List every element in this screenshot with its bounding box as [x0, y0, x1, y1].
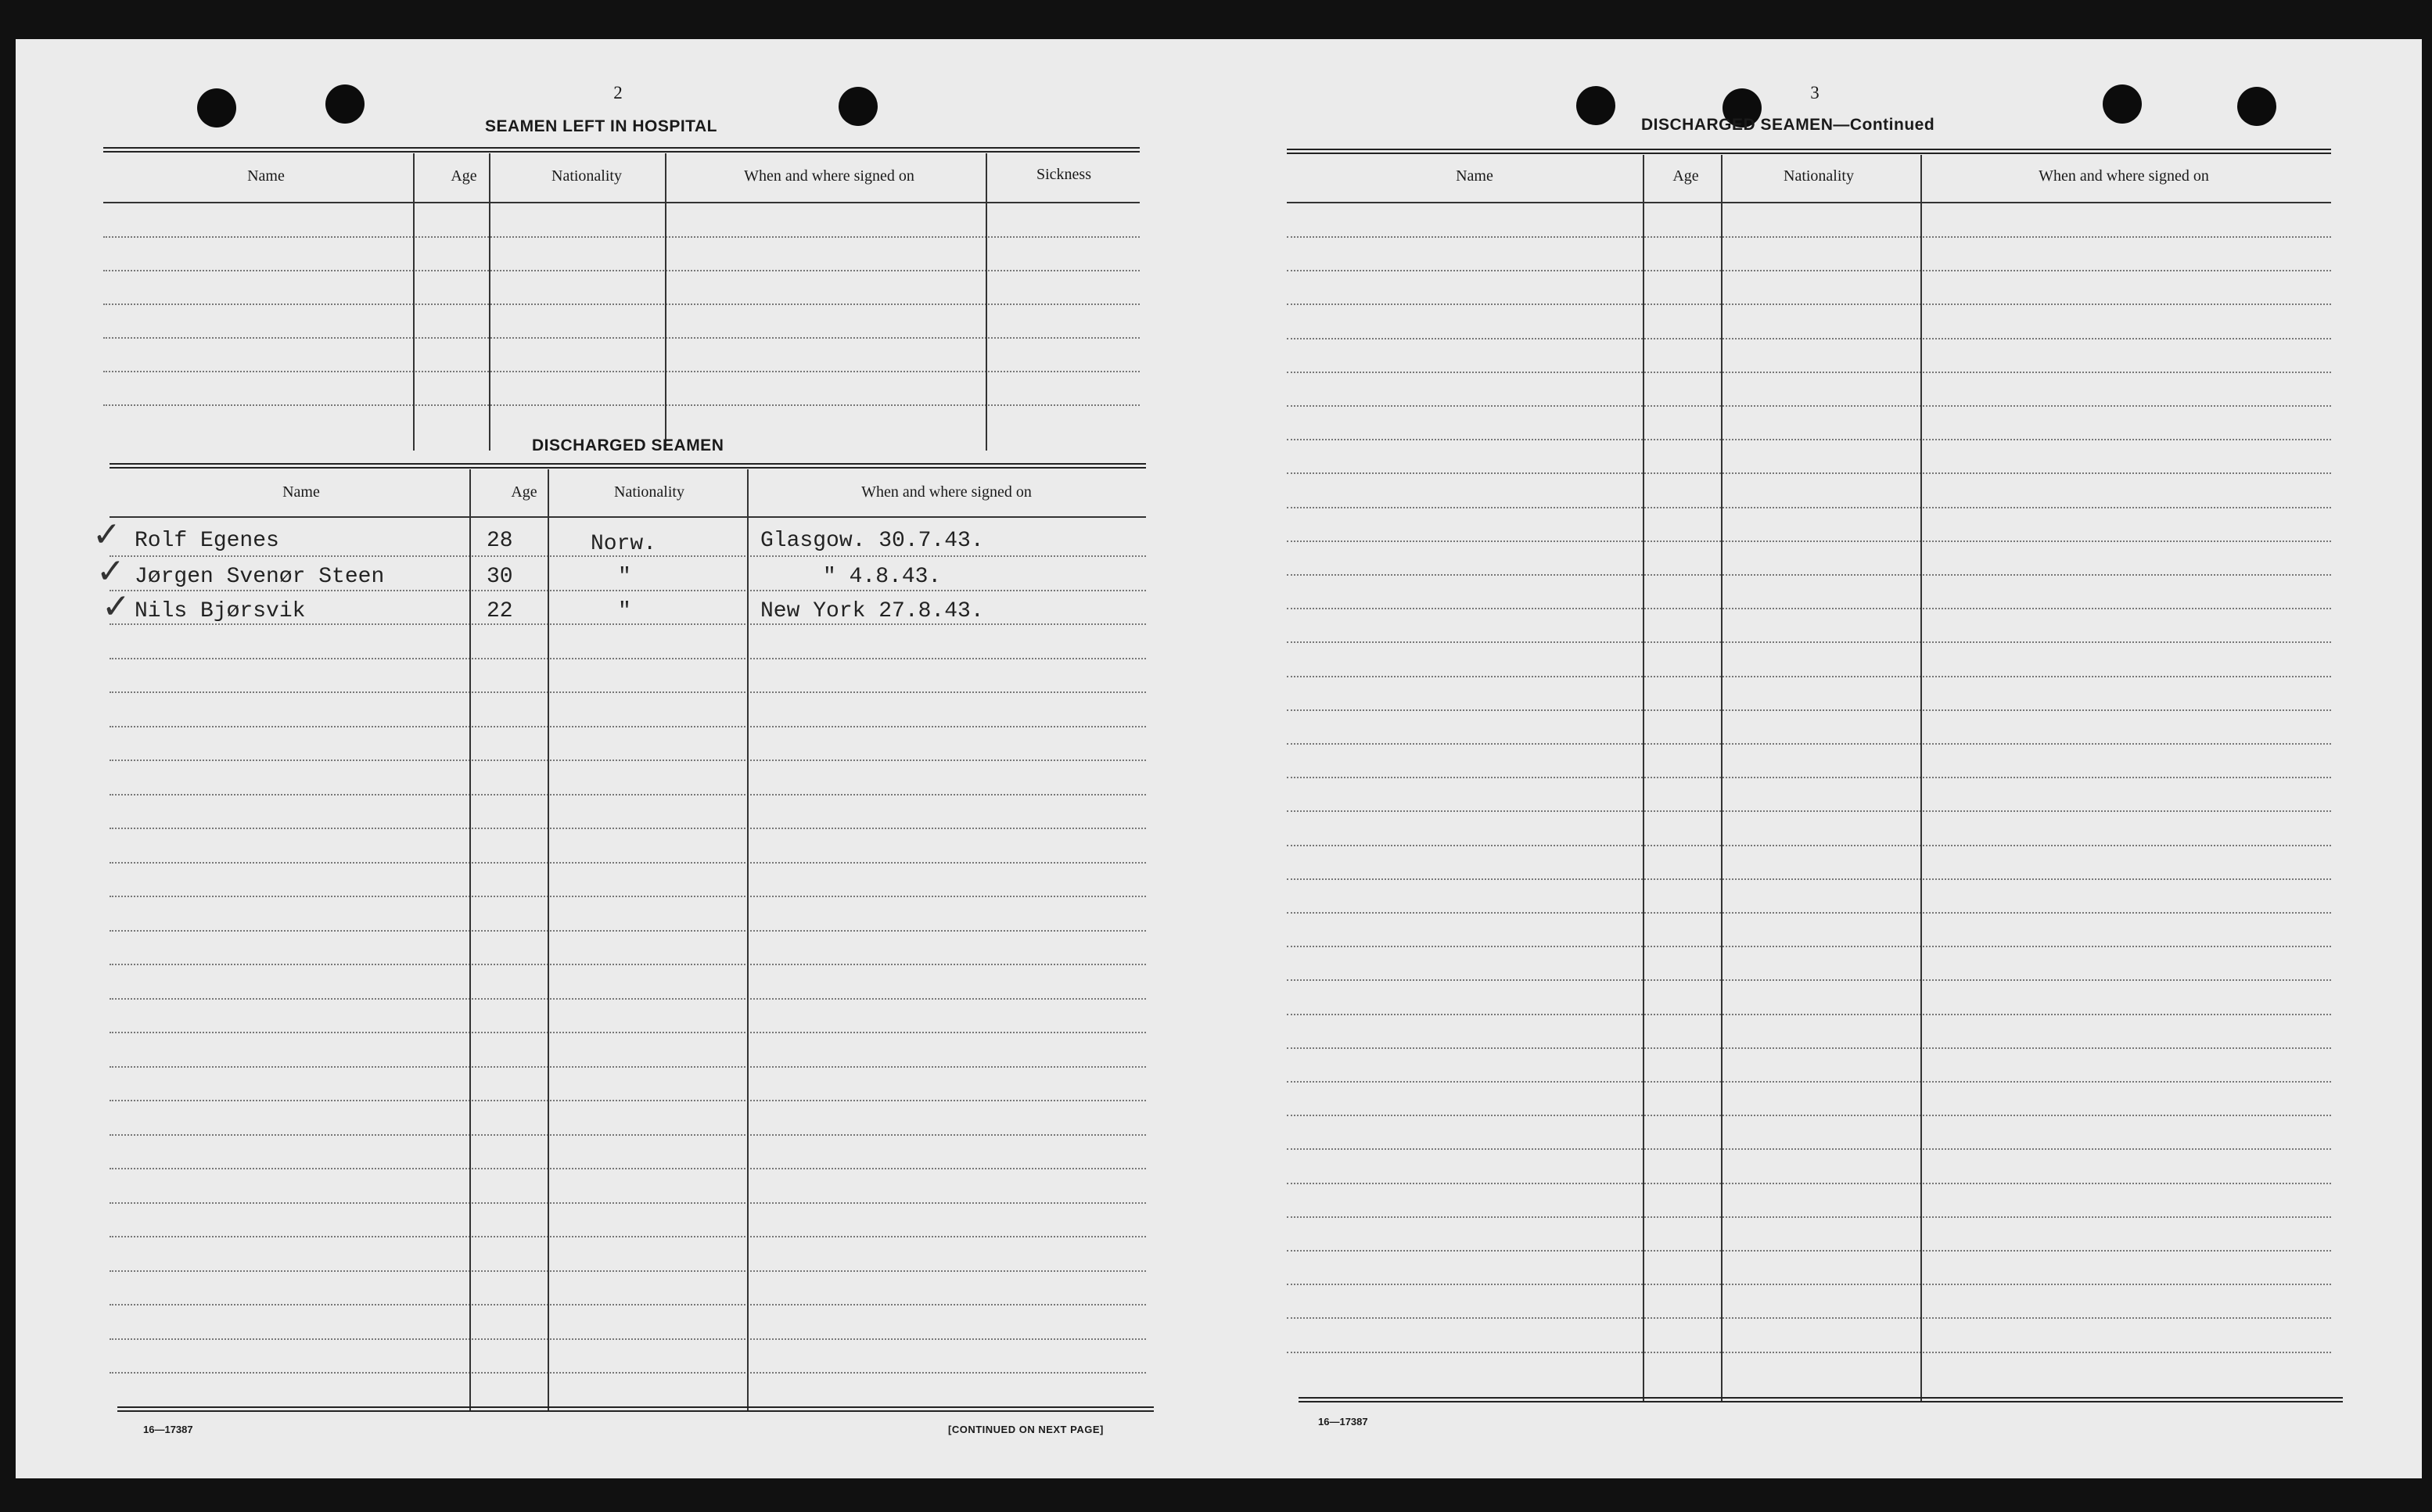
- punch-hole: [197, 88, 236, 127]
- right-col-name: Name: [1456, 167, 1493, 185]
- ruled-line: [110, 1100, 1146, 1101]
- ruled-line: [110, 1338, 1146, 1340]
- continued-note: [CONTINUED ON NEXT PAGE]: [948, 1424, 1104, 1435]
- discharged-col-name: Name: [282, 483, 320, 501]
- ruled-line: [1287, 946, 2331, 947]
- right-section-title: [1641, 116, 1934, 135]
- ruled-line: [110, 1372, 1146, 1374]
- entry-nationality: Norw.: [591, 532, 657, 556]
- entry-age: 28: [487, 529, 513, 553]
- discharged-bottom-rule: [117, 1406, 1154, 1412]
- ruled-line: [1287, 439, 2331, 440]
- discharged-header-rule: [110, 516, 1146, 518]
- hospital-top-rule: [103, 147, 1140, 153]
- right-header-rule: [1287, 202, 2331, 203]
- ruled-line: [110, 1066, 1146, 1068]
- discharged-top-rule: [110, 463, 1146, 469]
- ruled-line: [103, 270, 1140, 271]
- hospital-col-name: Name: [247, 167, 285, 185]
- ruled-line: [110, 862, 1146, 864]
- left-page-number: 2: [613, 83, 623, 102]
- ruled-line: [103, 337, 1140, 339]
- ruled-line: [1287, 608, 2331, 609]
- ruled-line: [1287, 1148, 2331, 1150]
- ruled-line: [110, 590, 1146, 591]
- punch-hole: [2103, 84, 2142, 124]
- ruled-line: [1287, 574, 2331, 576]
- ruled-line: [1287, 1115, 2331, 1116]
- entry-signed-on: " 4.8.43.: [823, 565, 942, 589]
- ruled-line: [1287, 845, 2331, 846]
- ruled-line: [1287, 777, 2331, 778]
- right-col-nationality: Nationality: [1784, 167, 1854, 185]
- right-col-age: Age: [1672, 167, 1699, 185]
- ruled-line: [1287, 507, 2331, 508]
- punch-hole: [2237, 87, 2276, 126]
- hospital-col-sickness: Sickness: [1036, 166, 1091, 183]
- discharged-col-age: Age: [511, 483, 537, 501]
- punch-hole: [325, 84, 365, 124]
- ruled-line: [110, 930, 1146, 932]
- ruled-line: [1287, 1352, 2331, 1353]
- ruled-line: [110, 896, 1146, 897]
- ruled-line: [110, 1168, 1146, 1169]
- ruled-line: [1287, 1250, 2331, 1252]
- entry-nationality: ": [618, 565, 631, 589]
- ruled-line: [1287, 878, 2331, 880]
- ruled-line: [110, 794, 1146, 796]
- ruled-line: [1287, 236, 2331, 238]
- ruled-line: [1287, 641, 2331, 643]
- ruled-line: [110, 1134, 1146, 1136]
- ruled-line: [1287, 709, 2331, 711]
- ruled-line: [1287, 405, 2331, 407]
- ruled-line: [1287, 743, 2331, 745]
- ruled-line: [1287, 1014, 2331, 1015]
- ruled-line: [1287, 303, 2331, 305]
- ruled-line: [110, 1236, 1146, 1237]
- check-mark: ✓: [102, 587, 131, 627]
- discharged-col-divider: [548, 469, 549, 1412]
- entry-age: 30: [487, 565, 513, 589]
- right-top-rule: [1287, 149, 2331, 154]
- ruled-line: [103, 303, 1140, 305]
- punch-hole: [839, 87, 878, 126]
- ruled-line: [110, 726, 1146, 727]
- punch-hole: [1576, 86, 1615, 125]
- ruled-line: [1287, 810, 2331, 812]
- ruled-line: [110, 658, 1146, 659]
- ruled-line: [1287, 676, 2331, 677]
- ruled-line: [110, 760, 1146, 761]
- hospital-col-nationality: Nationality: [551, 167, 622, 185]
- ruled-line: [1287, 1183, 2331, 1184]
- ruled-line: [110, 1202, 1146, 1204]
- ruled-line: [1287, 1081, 2331, 1083]
- entry-name: Jørgen Svenør Steen: [135, 565, 385, 589]
- right-title-suffix: —Continued: [1833, 116, 1935, 134]
- ruled-line: [1287, 541, 2331, 542]
- ruled-line: [1287, 1317, 2331, 1319]
- ruled-line: [110, 623, 1146, 625]
- ruled-line: [1287, 912, 2331, 914]
- entry-signed-on: New York 27.8.43.: [760, 599, 984, 623]
- ruled-line: [103, 236, 1140, 238]
- hospital-section-title: SEAMEN LEFT IN HOSPITAL: [485, 117, 717, 135]
- left-form-number: 16—17387: [143, 1424, 193, 1435]
- right-col-divider: [1643, 155, 1644, 1402]
- ruled-line: [110, 691, 1146, 693]
- check-mark: ✓: [96, 551, 125, 591]
- ruled-line: [110, 828, 1146, 829]
- ruled-line: [103, 404, 1140, 406]
- ruled-line: [1287, 372, 2331, 373]
- entry-nationality: ": [618, 599, 631, 623]
- right-title-main: DISCHARGED SEAMEN: [1641, 116, 1834, 134]
- ruled-line: [110, 1270, 1146, 1272]
- hospital-col-divider: [489, 153, 490, 451]
- entry-age: 22: [487, 599, 513, 623]
- hospital-col-divider: [986, 153, 987, 451]
- right-page-number: 3: [1810, 83, 1820, 102]
- ruled-line: [1287, 338, 2331, 339]
- discharged-col-nationality: Nationality: [614, 483, 684, 501]
- hospital-col-divider: [665, 153, 666, 451]
- hospital-col-age: Age: [451, 167, 477, 185]
- entry-name: Nils Bjørsvik: [135, 599, 306, 623]
- entry-name: Rolf Egenes: [135, 529, 279, 553]
- right-col-signed-on: When and where signed on: [2039, 167, 2209, 185]
- discharged-col-divider: [469, 469, 471, 1412]
- ruled-line: [103, 371, 1140, 372]
- ruled-line: [1287, 1047, 2331, 1049]
- form-sheet: [16, 39, 2422, 1478]
- ruled-line: [1287, 270, 2331, 271]
- ruled-line: [1287, 979, 2331, 981]
- entry-signed-on: Glasgow. 30.7.43.: [760, 529, 984, 553]
- ruled-line: [1287, 472, 2331, 474]
- ruled-line: [110, 1032, 1146, 1033]
- right-form-number: 16—17387: [1318, 1416, 1368, 1428]
- ruled-line: [110, 1304, 1146, 1305]
- right-bottom-rule: [1299, 1397, 2343, 1402]
- hospital-col-divider: [413, 153, 415, 451]
- ruled-line: [1287, 1216, 2331, 1218]
- check-mark: ✓: [92, 515, 121, 555]
- ruled-line: [110, 964, 1146, 965]
- ruled-line: [110, 998, 1146, 1000]
- right-col-divider: [1920, 155, 1922, 1402]
- hospital-col-signed-on: When and where signed on: [744, 167, 914, 185]
- hospital-header-rule: [103, 202, 1140, 203]
- discharged-col-divider: [747, 469, 749, 1412]
- discharged-col-signed-on: When and where signed on: [861, 483, 1032, 501]
- right-col-divider: [1721, 155, 1723, 1402]
- discharged-section-title: DISCHARGED SEAMEN: [532, 436, 724, 454]
- ruled-line: [1287, 1284, 2331, 1285]
